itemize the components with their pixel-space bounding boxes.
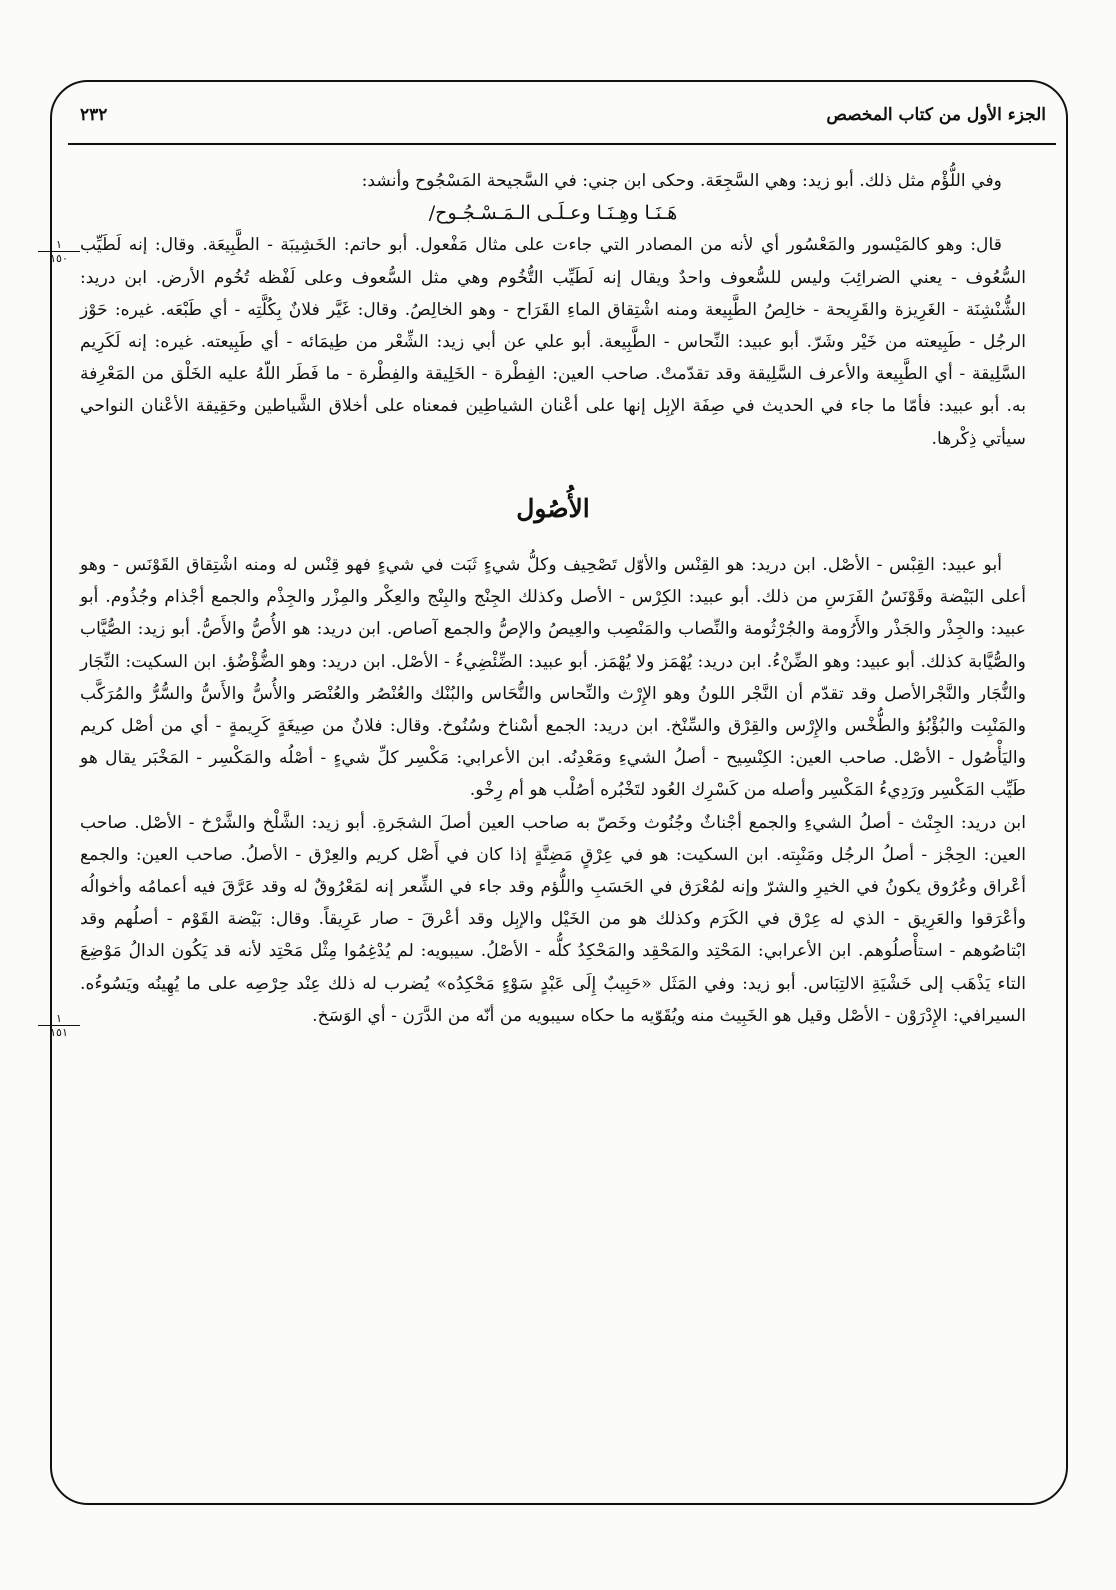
page-header — [80, 98, 1046, 132]
margin-note-151: ١ ١٥١ — [38, 1012, 80, 1039]
paragraph-origins-2: ابن دريد: الجِنْث - أصلُ الشيءِ والجمع أجْناثٌ وجُنُوث وخَصّ به صاحب العين أصلَ الشجَرةِ. أبو زيد: الشَّلْخ والشَّرْخ - الأصْل. صاحب العين: الحِجْز - أصلُ الرجُل ومَنْبِته. ابن السكيت: هو في عِرْقٍ مَضِنَّةٍ إذا كان في أَصْل كريم والعِرْق - الأصلُ. صاحب العين: والجمع أعْراق وعُرُوق يكونُ في الخيرِ والشرّ وإنه لمُعْرَق في الحَسَبِ واللُّؤم وقد جاء في الشِّعر إنه لمَعْرُوقٌ له وقد عَرَّقَ فيه أعمامُه وأخوالُه وأعْرَقوا والعَرِيق - الذي له عِرْق في الكَرَم وكذلك هو من الخَيْل والإبِل وقد أعْرقَ - صار عَرِيقاً. وقال: بَيْضة القَوْم - أصلُهم وقد ابْتاصُوهم - استأْصلُوهم. ابن الأعرابي: المَحْتِد والمَحْقِد والمَحْكِدُ كلُّه - الأصْلُ. سيبويه: لم يُدْغِمُوا مِثْل مَحْتِد لأنه قد يَكُون الدالُ مَوْضِعَ التاء يَذْهَب إلى خَشْيَةِ الالتِبَاس. أبو زيد: وفي المَثَل «حَبِيبٌ إِلَى عَبْدٍ سَوْءٍ مَحْكِدُه» يُضرب له ذلك عِنْد حِرْصِه على ما يُهِينُه ويَسُوءُه. السيرافي: الإِدْرَوْن - الأصْل وقيل هو الخَبِيث منه ويُقَوّيه ما حكاه سيبويه من أنّه من الدَّرَن - أي الوَسَخ. — [80, 812, 1026, 1026]
page-number: ٢٣٢ — [80, 105, 108, 125]
paragraph-origins-1: أبو عبيد: القِبْس - الأصْل. ابن دريد: هو القِنْس والأوّل تَصْحِيف وكلُّ شيءٍ ثَبَت في شيءٍ فهو قِنْس له ومنه اشْتِقاق القَوْنَس - وهو أعلى البَيْضة وقَوْنَسُ الفَرَسِ من ذلك. أبو عبيد: الكِرْس - الأصل وكذلك الجِنْج والبِنْج والعِكْر والمِزْر والجِذْم والجمع أجْذام وجُذُوم. أبو عبيد: والجِذْر والجَذْر والأَرُومة والجُرْثُومة والنِّصاب والمَنْصِب والعِيصُ والإصُّ والجمع آصاص. ابن دريد: هو الأُصُّ والأَصُّ. أبو زيد: الصُّيَّاب والصُّيَّابة كذلك. أبو عبيد: وهو الضِّنْءُ. ابن دريد: يُهْمَز ولا يُهْمَز. أبو عبيد: الضِّئْضِيءُ - الأصْل. ابن دريد: وهو الضُّؤْضُؤ. ابن السكيت: النِّجَار والنُّجَار والنَّجْرالأصل وقد تقدّم أن النَّجْر اللونُ وهو الإِرْث والنِّحاس والنُّحَاس والبُنْك والعُنْصُر والعُنْصَر والأُسُّ والأَسُّ والسُّرُّ والمُرَكَّب والمَنْبِت والبُؤْبُؤ والطُّخْس والإِرْس والقِرْق والسِّنْخ. ابن دريد: الجمع أسْناخ وسُنُوخ. وقال: فلانٌ من صِيغَةٍ كَرِيمةٍ - أي من أصْل كريم واليَأْصُول - الأصْل. صاحب العين: الكِنْسِيح - أصلُ الشيءِ ومَعْدِنُه. ابن الأعرابي: مَكْسِر كلِّ شيءٍ - أصْلُه والمَكْسِر - المَخْبَر يقال هو طَيِّب المَكْسِر ورَدِيءُ المَكْسِر وأصله من كَسْرِك العُود لتَخْبُره أصُلْب هو أم رِخْو. — [80, 555, 1026, 801]
margin-note-150: ١ ١٥٠ — [38, 238, 80, 265]
page-body — [80, 165, 1026, 1032]
verse-line: هَـنَـا وهِـنَـا وعـلَـى الـمَـسْـجُـوح/ — [428, 202, 678, 225]
section-title: الأُصُول — [516, 493, 590, 523]
book-title: الجزء الأول من كتاب المخصص — [826, 105, 1046, 125]
paragraph-temperament: قال: وهو كالمَيْسور والمَعْسُور أي لأنه من المصادر التي جاءت على مثال مَفْعول. أبو حاتم: الخَشِيبَة - الطَّبِيعَة. وقال: إنه لَطَيِّب السُّعُوف - يعني الضرائِبَ وليس للسُّعوف واحدٌ ويقال إنه لَطَيِّب التُّخُوم وهي مثل السُّعوف وعلى لَفْظه تُخُوم الأرض. ابن دريد: الشُّنْشِنَة - الغَرِيزة والقَرِيحة - خالِصُ الطَّبِيعة ومنه اشْتِقاق الماءِ القَرَاح - وهو الخالِصُ. وقال: غَيَّر فلانٌ بِكُلَّتِه - أي طَبْعَه. غيره: حَوْز الرجُل - طَبِيعته من خَيْر وشَرّ. أبو عبيد: النِّحاس - الطَّبِيعة. أبو علي عن أبي زيد: الشِّعْر من طِيمَائه - أي طَبِيعته. غيره: إنه لَكَرِيم السَّلِيقة - أي الطَّبِيعة والأعرف السَّلِيقة وقد تقدّمتْ. صاحب العين: الفِطْرة - الخَلِيقة والفِطْرة - ما فَطَر اللّهُ عليه الخَلْق من المَعْرِفة به. أبو عبيد: فأمّا ما جاء في الحديث في صِفَة الإبِل إنها على أعْنان الشياطِين فمعناه على أخلاق الشَّياطين وحَقِيقة الأعْنان النواحي سيأتي ذِكْرها. — [80, 235, 1026, 449]
header-rule — [68, 143, 1056, 145]
intro-line: وفي اللُّؤْم مثل ذلك. أبو زيد: وهي السَّجِعَة. وحكى ابن جني: في السَّجيحة المَسْجُوح وأنشد: — [361, 171, 1002, 191]
